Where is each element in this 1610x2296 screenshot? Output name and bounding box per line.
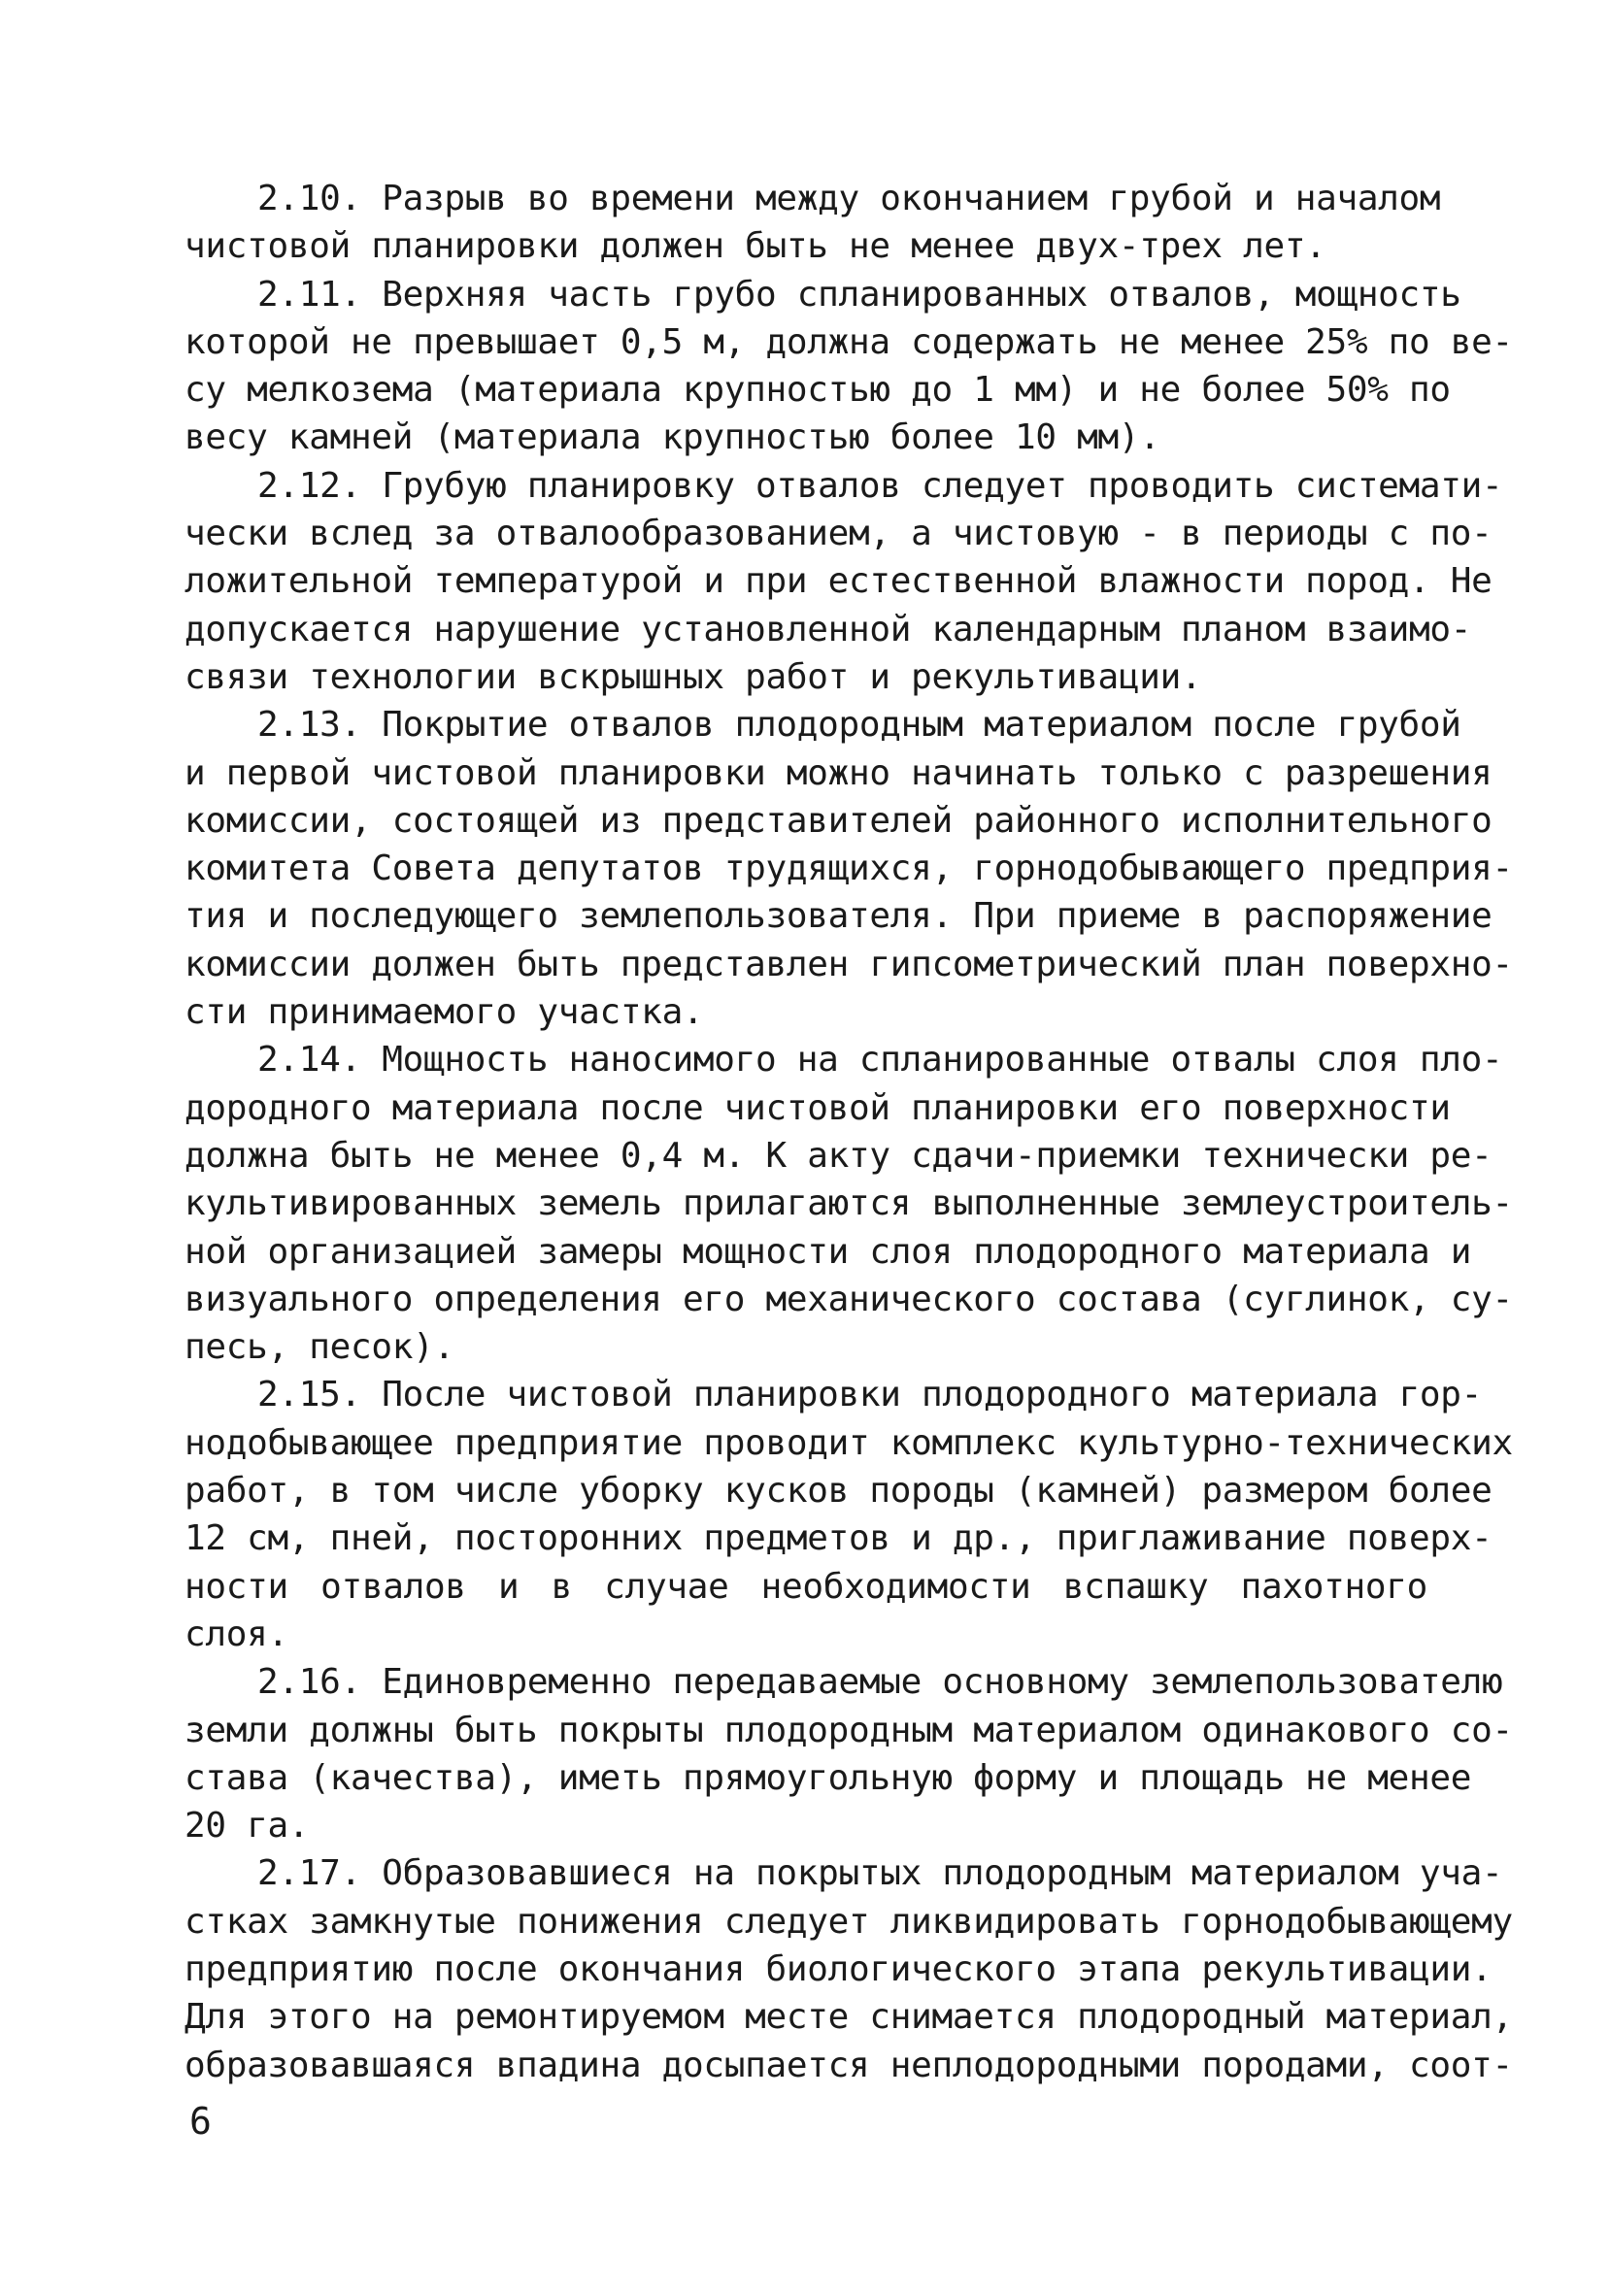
- text-line: комиссии, состоящей из представителей районного исполнительного: [184, 800, 1493, 841]
- text-line: 2.15. После чистовой планировки плодородного материала гор-: [257, 1375, 1483, 1415]
- text-line: весу камней (материала крупностью более 10 мм).: [184, 417, 1160, 458]
- text-line: 2.17. Образовавшиеся на покрытых плодородным материалом уча-: [257, 1853, 1503, 1894]
- text-line: тия и последующего землепользователя. При приеме в распоряжение: [184, 896, 1493, 937]
- text-line: чистовой планировки должен быть не менее двух-трех лет.: [184, 226, 1326, 267]
- text-line: 20 га.: [184, 1806, 310, 1847]
- text-line: комитета Совета депутатов трудящихся, горнодобывающего предприя-: [184, 849, 1513, 889]
- text-line: ности отвалов и в случае необходимости вспашку пахотного: [184, 1566, 1427, 1607]
- text-line: 2.13. Покрытие отвалов плодородным материалом после грубой: [257, 705, 1461, 746]
- text-line: Для этого на ремонтируемом месте снимается плодородный материал,: [184, 1997, 1513, 2038]
- body-text: [184, 175, 1513, 2089]
- text-line: 12 см, пней, посторонних предметов и др., приглаживание поверх-: [184, 1518, 1493, 1559]
- text-line: допускается нарушение установленной календарным планом взаимо-: [184, 609, 1472, 649]
- text-line: су мелкозема (материала крупностью до 1 мм) и не более 50% по: [184, 370, 1451, 411]
- text-line: 2.10. Разрыв во времени между окончанием грубой и началом: [257, 179, 1441, 218]
- text-line: которой не превышает 0,5 м, должна содержать не менее 25% по ве-: [184, 321, 1513, 362]
- text-line: должна быть не менее 0,4 м. К акту сдачи-приемки технически ре-: [184, 1135, 1493, 1176]
- text-line: предприятию после окончания биологического этапа рекультивации.: [184, 1948, 1493, 1989]
- text-line: культивированных земель прилагаются выполненные землеустроитель-: [184, 1183, 1513, 1224]
- page-number: 6: [189, 2100, 212, 2143]
- text-line: и первой чистовой планировки можно начинать только с разрешения: [184, 752, 1493, 793]
- text-line: дородного материала после чистовой планировки его поверхности: [184, 1087, 1451, 1128]
- text-line: стках замкнутые понижения следует ликвидировать горнодобывающему: [184, 1901, 1513, 1942]
- text-line: образовавшаяся впадина досыпается неплодородными породами, соот-: [184, 2045, 1513, 2085]
- text-line: слоя.: [184, 1614, 288, 1654]
- text-line: 2.12. Грубую планировку отвалов следует проводить системати-: [257, 465, 1503, 506]
- text-line: 2.14. Мощность наносимого на спланированные отвалы слоя пло-: [257, 1040, 1503, 1081]
- text-line: сти принимаемого участка.: [184, 992, 704, 1033]
- text-line: земли должны быть покрыты плодородным материалом одинакового со-: [184, 1710, 1513, 1750]
- text-line: комиссии должен быть представлен гипсометрический план поверхно-: [184, 944, 1513, 984]
- text-line: нодобывающее предприятие проводит комплекс культурно-технических: [184, 1422, 1513, 1463]
- text-line: работ, в том числе уборку кусков породы (камней) размером более: [184, 1471, 1493, 1512]
- text-line: связи технологии вскрышных работ и рекультивации.: [184, 656, 1202, 697]
- text-line: ложительной температурой и при естественной влажности пород. Не: [184, 561, 1493, 602]
- text-line: 2.16. Единовременно передаваемые основному землепользователю: [257, 1662, 1503, 1703]
- text-line: ной организацией замеры мощности слоя плодородного материала и: [184, 1231, 1472, 1272]
- text-line: чески вслед за отвалообразованием, а чистовую - в периоды с по-: [184, 514, 1493, 554]
- text-line: визуального определения его механического состава (суглинок, су-: [184, 1279, 1513, 1319]
- text-line: става (качества), иметь прямоугольную форму и площадь не менее: [184, 1757, 1472, 1798]
- text-line: песь, песок).: [184, 1327, 454, 1368]
- text-line: 2.11. Верхняя часть грубо спланированных отвалов, мощность: [257, 274, 1461, 315]
